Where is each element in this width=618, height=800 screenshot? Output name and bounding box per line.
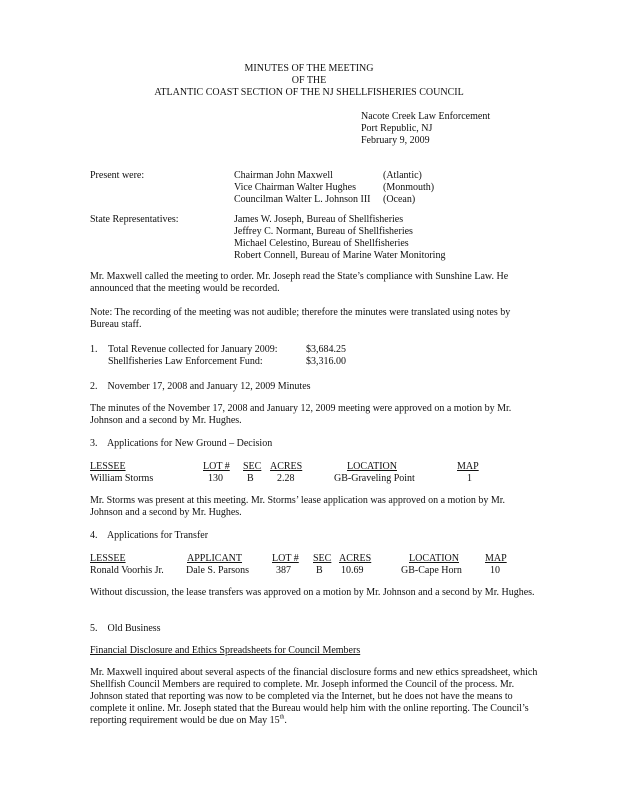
member-name: Councilman Walter L. Johnson III [234, 194, 371, 205]
col-header-lessee: LESSEE [90, 553, 126, 564]
state-rep: James W. Joseph, Bureau of Shellfisheries [234, 214, 404, 225]
col-header-location: LOCATION [347, 461, 397, 472]
col-header-sec: SEC [243, 461, 262, 472]
cell-lessee: Ronald Voorhis Jr. [90, 565, 164, 576]
cell-sec: B [316, 565, 323, 576]
item-2-heading: 2. November 17, 2008 and January 12, 2009 Minutes [90, 381, 311, 392]
item-2-paragraph: The minutes of the November 17, 2008 and January 12, 2009 meeting were approved on a motion by Mr. Johnson and a second by Mr. Hughes. [90, 403, 512, 426]
col-header-applicant: APPLICANT [187, 553, 243, 564]
meeting-date: February 9, 2009 [361, 135, 430, 146]
cell-map: 10 [490, 565, 500, 576]
cell-lessee: William Storms [90, 473, 154, 484]
col-header-acres: ACRES [339, 553, 372, 564]
state-rep: Jeffrey C. Normant, Bureau of Shellfisheries [234, 226, 413, 237]
col-header-sec: SEC [313, 553, 332, 564]
col-header-map: MAP [485, 553, 507, 564]
cell-location: GB-Graveling Point [334, 473, 415, 484]
item-5-text-end: . [284, 715, 287, 726]
fund-label: Shellfisheries Law Enforcement Fund: [108, 356, 263, 367]
title-line-1: MINUTES OF THE MEETING [244, 63, 374, 74]
cell-acres: 2.28 [277, 473, 295, 484]
state-rep: Robert Connell, Bureau of Marine Water Monitoring [234, 250, 446, 261]
col-header-lot: LOT # [272, 553, 299, 564]
cell-location: GB-Cape Horn [401, 565, 462, 576]
cell-lot: 130 [208, 473, 223, 484]
revenue-value: $3,684.25 [306, 344, 346, 355]
title-line-2: OF THE [291, 75, 327, 86]
item-3-paragraph: Mr. Storms was present at this meeting. Mr. Storms’ lease application was approved on a motion by Mr. Johnson and a second by Mr. Hughes. [90, 495, 506, 518]
meeting-place: Nacote Creek Law Enforcement [361, 111, 491, 122]
item-3-heading: 3. Applications for New Ground – Decision [90, 438, 273, 449]
item-4-paragraph: Without discussion, the lease transfers was approved on a motion by Mr. Johnson and a second by Mr. Hughes. [90, 587, 535, 598]
item-5-subheading: Financial Disclosure and Ethics Spreadsheets for Council Members [90, 645, 361, 656]
cell-map: 1 [467, 473, 472, 484]
member-name: Chairman John Maxwell [234, 170, 333, 181]
item-5-heading: 5. Old Business [90, 623, 161, 634]
item-5-paragraph [90, 667, 540, 727]
member-section: (Ocean) [383, 194, 416, 205]
item-4-heading: 4. Applications for Transfer [90, 530, 209, 541]
cell-sec: B [247, 473, 254, 484]
col-header-map: MAP [457, 461, 479, 472]
col-header-lot: LOT # [203, 461, 230, 472]
member-section: (Atlantic) [383, 170, 422, 181]
cell-acres: 10.69 [341, 565, 364, 576]
present-label: Present were: [90, 170, 145, 181]
state-reps-label: State Representatives: [90, 214, 179, 225]
ordinal-suffix: th [279, 714, 285, 721]
state-rep: Michael Celestino, Bureau of Shellfisheries [234, 238, 409, 249]
title-line-3: ATLANTIC COAST SECTION OF THE NJ SHELLFISHERIES COUNCIL [154, 87, 464, 98]
col-header-lessee: LESSEE [90, 461, 126, 472]
fund-value: $3,316.00 [306, 356, 346, 367]
cell-lot: 387 [276, 565, 291, 576]
revenue-label: Total Revenue collected for January 2009: [108, 344, 278, 355]
cell-applicant: Dale S. Parsons [186, 565, 250, 576]
opening-paragraph: Mr. Maxwell called the meeting to order. Mr. Joseph read the State’s compliance with Sunshine Law. He announced that the meeting would be recorded. [90, 271, 509, 294]
meeting-city: Port Republic, NJ [361, 123, 433, 134]
col-header-location: LOCATION [409, 553, 459, 564]
item-1-number: 1. [90, 344, 98, 355]
col-header-acres: ACRES [270, 461, 303, 472]
member-section: (Monmouth) [383, 182, 435, 193]
note-paragraph: Note: The recording of the meeting was not audible; therefore the minutes were translated using notes by Bureau staff. [90, 307, 511, 330]
member-name: Vice Chairman Walter Hughes [234, 182, 356, 193]
item-5-text: Mr. Maxwell inquired about several aspects of the financial disclosure forms and new ethics spreadsheet, which Shellfish Council Members are required to complete. Mr. Joseph informed the Council of the process. Mr. Johnson stated that reporting was now to be completed via the Internet, but he does not have the means to complete it online. Mr. Joseph stated that the Bureau would help him with the online reporting. The Council’s reporting requirement would be due on May 15 [90, 667, 538, 726]
